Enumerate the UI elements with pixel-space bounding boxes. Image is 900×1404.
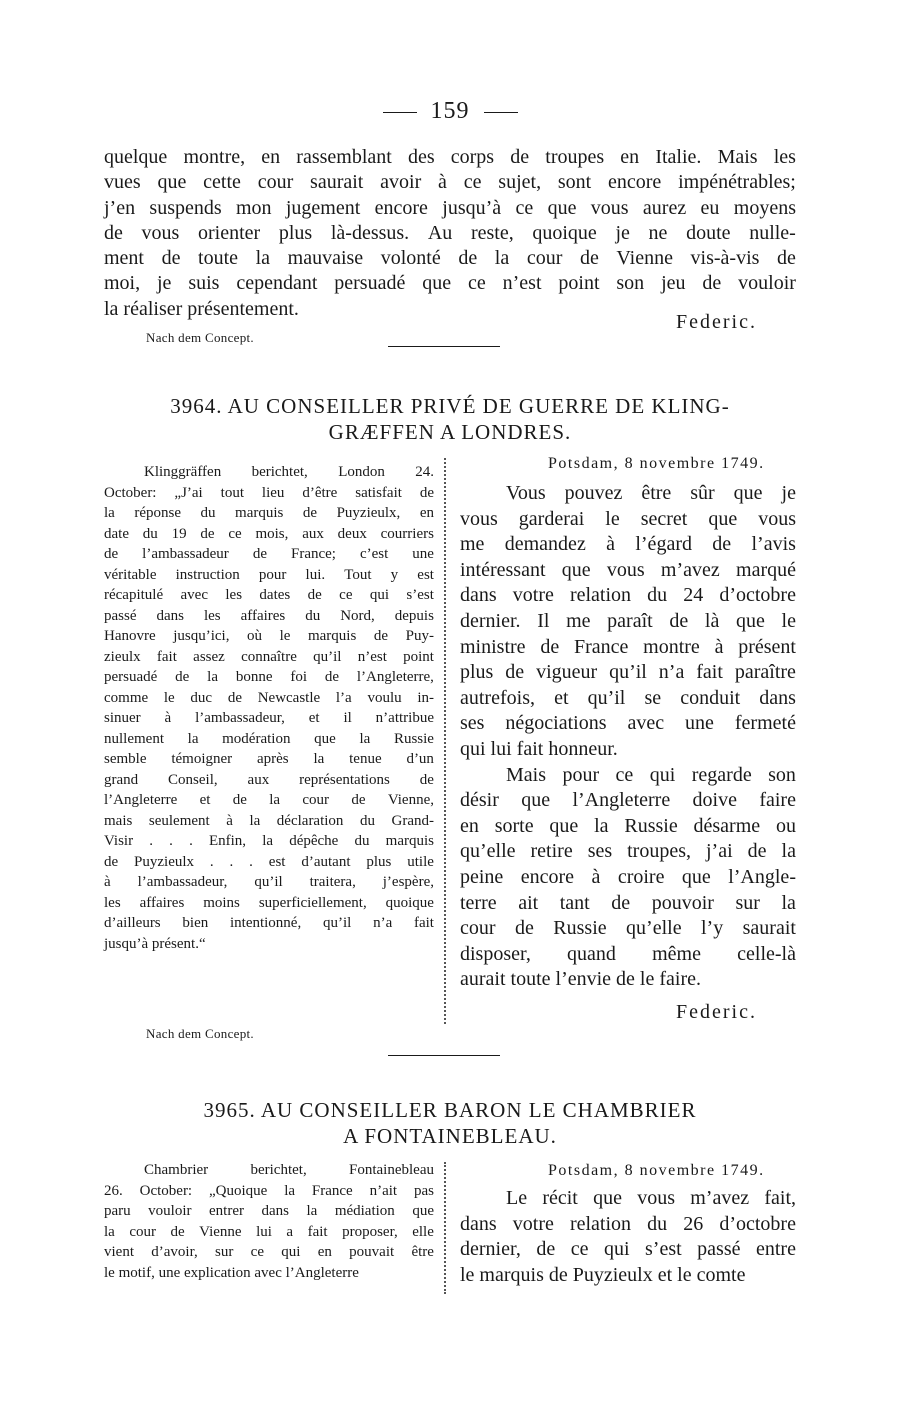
summary-3965-line: paru vouloir entrer dans la médiation que: [104, 1203, 434, 1219]
summary-3964-line: les affaires moins superficiellement, quoique: [104, 894, 434, 911]
summary-3964-line: comme le duc de Newcastle l’a voulu in-: [104, 689, 434, 706]
letter-3965-title-line2: A FONTAINEBLEAU.: [343, 1124, 557, 1148]
summary-3964-line: jusqu’à présent.“: [104, 935, 206, 952]
reply-3965-line: dans votre relation du 26 d’octobre: [460, 1212, 796, 1235]
letter-3964-dateline: Potsdam, 8 novembre 1749.: [548, 455, 765, 472]
summary-3965-line: le motif, une explication avec l’Angleterre: [104, 1264, 359, 1281]
letter-3965-title-line1: 3965. AU CONSEILLER BARON LE CHAMBRIER: [203, 1098, 697, 1122]
reply-3964-line: ses négociations avec une fermeté: [460, 712, 796, 735]
summary-3964-line: Visir . . . Enfin, la dépêche du marquis: [104, 833, 434, 849]
summary-3964-line: à l’ambassadeur, qu’il traitera, j’espère,: [104, 874, 434, 890]
reply-3964-line: en sorte que la Russie désarme ou: [460, 814, 796, 837]
reply-3964-line: terre ait tant de pouvoir sur la: [460, 891, 796, 914]
letter-3965-summary-lines: [104, 1160, 434, 1283]
reply-3965-line: le marquis de Puyzieulx et le comte: [460, 1263, 746, 1286]
summary-3964-line: Klinggräffen berichtet, London 24.: [144, 464, 434, 480]
intro-paragraph: [104, 145, 796, 322]
letter-3964-title-line1: 3964. AU CONSEILLER PRIVÉ DE GUERRE DE KLING-: [170, 394, 730, 418]
summary-3964-line: Hanovre jusqu’ici, où le marquis de Puy-: [104, 628, 434, 644]
summary-3965-line: Chambrier berichtet, Fontainebleau: [144, 1162, 434, 1178]
letter-3965-dateline: Potsdam, 8 novembre 1749.: [548, 1162, 765, 1179]
intro-lines-line: j’en suspends mon jugement encore jusqu’à ce que vous aurez eu moyens: [104, 196, 796, 219]
summary-3964-line: récapitulé avec les dates de ce qui s’est: [104, 587, 434, 603]
letter-3964-summary: [104, 462, 434, 954]
reply-3964-line: qu’elle retire ses troupes, j’ai de la: [460, 840, 796, 863]
summary-3964-line: l’Angleterre et de la cour de Vienne,: [104, 792, 434, 808]
summary-3964-line: passé dans les affaires du Nord, depuis: [104, 607, 434, 624]
reply-3964-line: me demandez à l’égard de l’avis: [460, 533, 796, 556]
summary-3964-line: d’ailleurs bien intentionné, qu’il n’a fait: [104, 915, 434, 931]
summary-3964-line: persuadé de la bonne foi de l’Angleterre,: [104, 669, 434, 685]
summary-3964-line: de l’ambassadeur de France; c’est une: [104, 546, 434, 562]
reply-3964-line: Vous pouvez être sûr que je: [506, 482, 796, 504]
reply-3964-line: vous garderai le secret que vous: [460, 507, 796, 530]
reply-3964-line: dernier. Il me paraît de là que le: [460, 609, 796, 632]
summary-3964-line: zieulx fait assez connaître qu’il n’est point: [104, 648, 434, 665]
letter-3965-summary: [104, 1160, 434, 1283]
summary-3964-line: October: „J’ai tout lieu d’être satisfait de: [104, 484, 434, 501]
summary-3964-line: véritable instruction pour lui. Tout y est: [104, 566, 434, 583]
intro-lines-line: vues que cette cour saurait avoir à ce sujet, sont encore impénétrables;: [104, 171, 796, 194]
letter-3964-reply-lines: [460, 481, 796, 993]
folio-rule-right: [484, 112, 518, 113]
letter-3964-title-line2: GRÆFFEN A LONDRES.: [328, 420, 572, 444]
reply-3965-line: dernier, de ce qui s’est passé entre: [460, 1238, 796, 1261]
letter-3964-concept-note: Nach dem Concept.: [146, 1026, 254, 1041]
letter-3964-signature: Federic.: [676, 1001, 757, 1023]
intro-lines-line: moi, je suis cependant persuadé que ce n’est point son jeu de vouloir: [104, 272, 796, 295]
intro-lines: [104, 145, 796, 322]
intro-signature: Federic.: [676, 311, 757, 333]
reply-3964-line: peine encore à croire que l’Angle-: [460, 865, 796, 888]
letter-3964-reply: [460, 481, 796, 993]
page-number: [0, 98, 900, 125]
summary-3965-line: 26. October: „Quoique la France n’ait pas: [104, 1182, 434, 1199]
reply-3964-line: plus de vigueur qu’il n’a fait paraître: [460, 661, 796, 684]
summary-3964-line: la réponse du marquis de Puyzieulx, en: [104, 505, 434, 521]
summary-3965-line: vient d’avoir, sur ce qui en pouvait être: [104, 1244, 434, 1260]
summary-3964-line: nullement la modération que la Russie: [104, 730, 434, 747]
reply-3964-line: ministre de France montre à présent: [460, 635, 796, 658]
column-separator: [444, 1162, 446, 1294]
reply-3964-line: dans votre relation du 24 d’octobre: [460, 584, 796, 607]
intro-concept-note: Nach dem Concept.: [146, 330, 254, 345]
summary-3964-line: grand Conseil, aux représentations de: [104, 771, 434, 788]
folio-rule-left: [383, 112, 417, 113]
reply-3964-line: cour de Russie qu’elle l’y saurait: [460, 917, 796, 940]
letter-3965-reply: [460, 1186, 796, 1288]
intro-lines-line: la réaliser présentement.: [104, 297, 299, 320]
intro-lines-line: quelque montre, en rassemblant des corps de troupes en Italie. Mais les: [104, 146, 796, 168]
section-divider: [388, 1055, 500, 1056]
reply-3964-line: désir que l’Angleterre doive faire: [460, 789, 796, 812]
summary-3964-line: sinuer à l’ambassadeur, et il n’attribue: [104, 710, 434, 726]
summary-3965-line: la cour de Vienne lui a fait proposer, elle: [104, 1223, 434, 1240]
page-number-text: 159: [430, 98, 470, 124]
letter-3965-reply-lines: [460, 1186, 796, 1288]
reply-3965-line: Le récit que vous m’avez fait,: [506, 1187, 796, 1209]
reply-3964-line: aurait toute l’envie de le faire.: [460, 968, 701, 991]
reply-3964-line: Mais pour ce qui regarde son: [506, 763, 796, 786]
intro-lines-line: ment de toute la mauvaise volonté de la cour de Vienne vis-à-vis de: [104, 247, 796, 270]
summary-3964-line: date du 19 de ce mois, aux deux courriers: [104, 525, 434, 542]
intro-lines-line: de vous orienter plus là-dessus. Au reste, quoique je ne doute nulle-: [104, 221, 796, 244]
reply-3964-line: qui lui fait honneur.: [460, 737, 618, 760]
letter-3964-summary-lines: [104, 462, 434, 954]
summary-3964-line: semble témoigner après la tenue d’un: [104, 751, 434, 767]
reply-3964-line: intéressant que vous m’avez marqué: [460, 558, 796, 581]
reply-3964-line: disposer, quand même celle-là: [460, 942, 796, 965]
section-divider: [388, 346, 500, 347]
summary-3964-line: mais seulement à la déclaration du Grand-: [104, 812, 434, 829]
reply-3964-line: autrefois, et qu’il se conduit dans: [460, 686, 796, 709]
column-separator: [444, 458, 446, 1024]
summary-3964-line: de Puyzieulx . . . est d’autant plus utile: [104, 853, 434, 870]
